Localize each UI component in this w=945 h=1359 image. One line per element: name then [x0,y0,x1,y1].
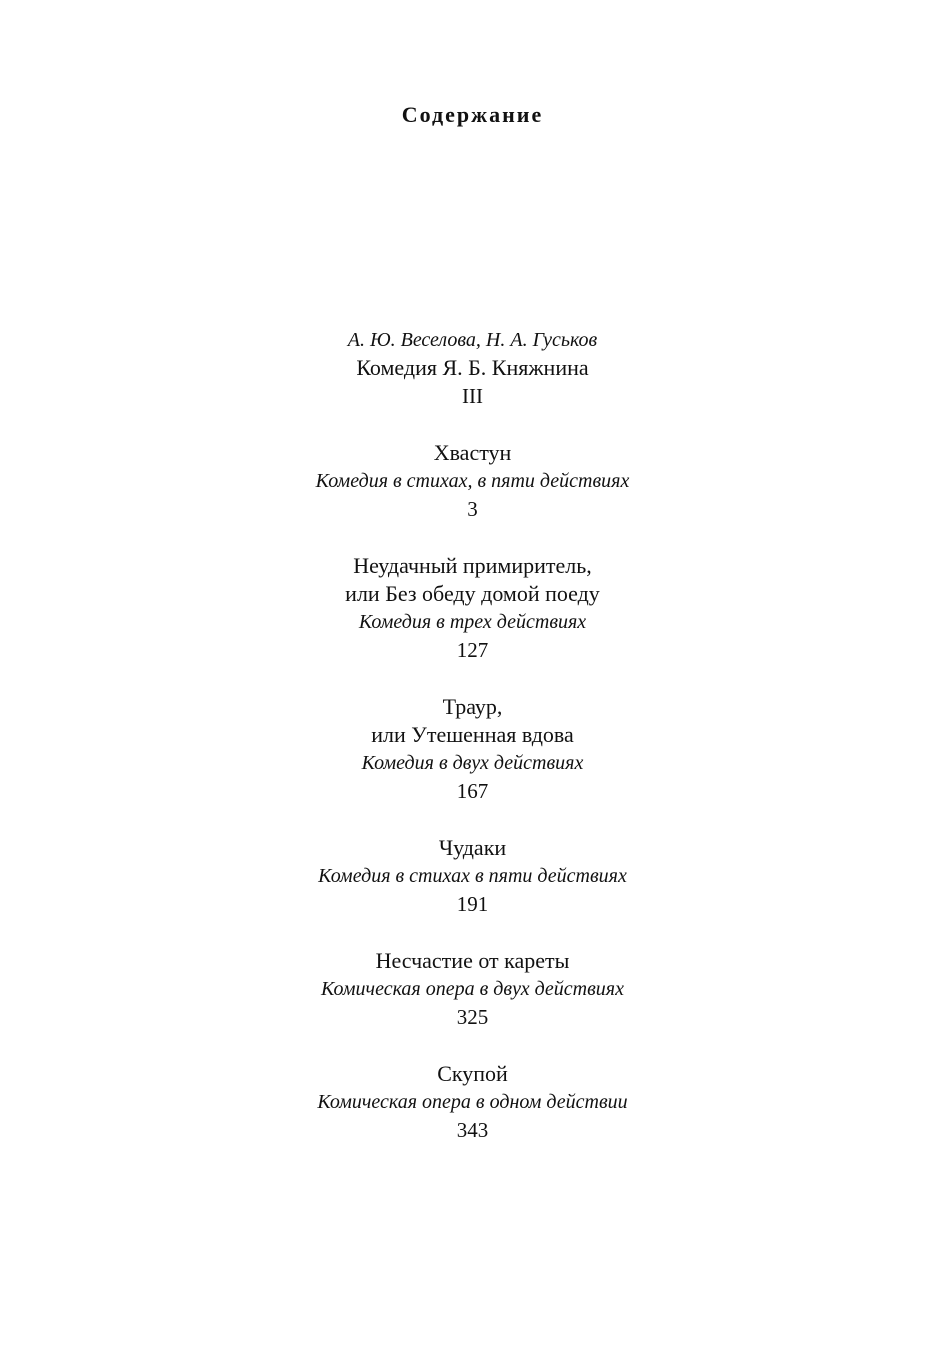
entry-page-number: III [462,384,483,408]
entry-title: Комедия Я. Б. Княжнина [356,355,589,380]
entry-title: Траур, [442,694,503,719]
entry-title-continued: или Утешенная вдова [371,722,574,747]
entry-title: Хвастун [433,440,512,465]
toc-entry-neschastie-ot-karety[interactable] [0,947,945,1031]
entry-page-number: 325 [456,1005,489,1029]
entry-subtitle: Комедия в стихах, в пяти действиях [315,470,630,492]
entry-subtitle: Комедия в двух действиях [361,752,584,774]
toc-entry-introduction[interactable] [0,326,945,410]
entry-page-number: 167 [456,779,489,803]
entry-page-number: 3 [467,497,478,521]
entry-title: Неудачный примиритель, [353,553,592,578]
toc-entry-skupoy[interactable] [0,1060,945,1144]
entry-page-number: 191 [456,892,489,916]
entry-page-number: 127 [456,638,489,662]
entry-subtitle: Комическая опера в двух действиях [321,978,624,1000]
entry-title: Несчастие от кареты [375,948,570,973]
entry-title: Чудаки [438,835,507,860]
entry-page-number: 343 [456,1118,489,1142]
entry-subtitle: Комедия в трех действиях [358,611,587,633]
toc-entry-chudaki[interactable] [0,834,945,918]
page-title: Содержание [401,102,544,127]
entry-author: А. Ю. Веселова, Н. А. Гуськов [347,329,598,351]
entry-subtitle: Комическая опера в одном действии [317,1091,628,1113]
entry-title-continued: или Без обеду домой поеду [345,581,600,606]
toc-entry-traur[interactable] [0,693,945,805]
toc-entry-neudachny-primiritel[interactable] [0,552,945,664]
entry-subtitle: Комедия в стихах в пяти действиях [318,865,627,887]
toc-entry-khvastun[interactable] [0,439,945,523]
table-of-contents [0,326,945,1144]
entry-title: Скупой [437,1061,508,1086]
